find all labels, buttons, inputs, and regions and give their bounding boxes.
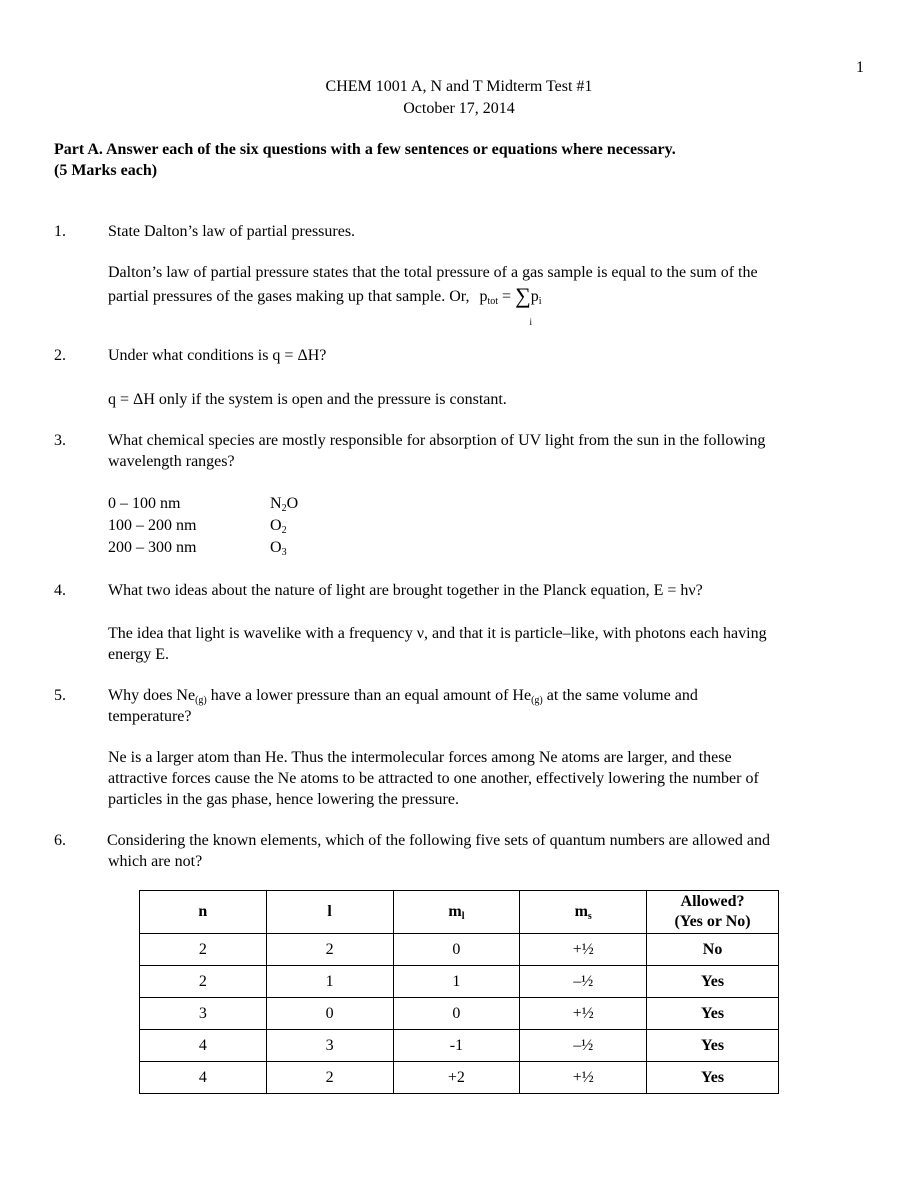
cell-l: 0 [266, 998, 393, 1030]
question-number: 3. [54, 432, 66, 449]
question-number: 1. [54, 223, 66, 240]
cell-ms: +½ [520, 1062, 647, 1094]
question-number: 4. [54, 582, 66, 599]
cell-l: 1 [266, 966, 393, 998]
cell-n: 2 [140, 966, 267, 998]
cell-l: 3 [266, 1030, 393, 1062]
species: $N_2O$ [270, 495, 299, 514]
eq-tot-sub: tot [487, 296, 499, 307]
header-n: n [140, 891, 267, 934]
wavelength-range: 0 – 100 nm [108, 495, 181, 512]
answer-5-line-3: particles in the gas phase, hence lowering the pressure. [108, 791, 459, 808]
question-number: 5. [54, 687, 66, 704]
table-row [140, 966, 779, 998]
cell-l: 2 [266, 1062, 393, 1094]
cell-n: 4 [140, 1030, 267, 1062]
answer-4-line-1: The idea that light is wavelike with a frequency ν, and that it is particle–like, with photons each having [108, 625, 767, 642]
answer-4-line-2: energy E. [108, 646, 170, 663]
answer-5-line-1: Ne is a larger atom than He. Thus the intermolecular forces among Ne atoms are larger, and these [108, 749, 732, 766]
cell-allowed: No [647, 934, 779, 966]
eq-p: p [479, 288, 488, 305]
wavelength-row [108, 493, 298, 514]
question-2-text: Under what conditions is q = ΔH? [108, 347, 327, 364]
answer-1-line-1: Dalton’s law of partial pressure states that the total pressure of a gas sample is equal to the sum of the [108, 264, 758, 281]
table-row [140, 1030, 779, 1062]
question-5-line-2: temperature? [108, 708, 192, 725]
document-header [0, 76, 918, 120]
species: $O_2$ [270, 517, 287, 536]
sum-symbol: ∑ [515, 283, 531, 308]
exam-date: October 17, 2014 [403, 100, 515, 117]
cell-n: 3 [140, 998, 267, 1030]
wavelength-range: 100 – 200 nm [108, 517, 197, 534]
answer-1-line-2 [108, 283, 542, 327]
quantum-numbers-table [139, 890, 779, 1094]
cell-n: 2 [140, 934, 267, 966]
cell-allowed: Yes [647, 998, 779, 1030]
question-5-line-1: Why does $Ne_{(g)}$ have a lower pressure than an equal amount of $He_{(g)}$ at the same volume and [108, 687, 698, 706]
eq-p-i: p [530, 288, 539, 305]
header-l: l [266, 891, 393, 934]
cell-ml: 1 [393, 966, 520, 998]
question-3-line-2: wavelength ranges? [108, 453, 235, 470]
part-a-marks: (5 Marks each) [54, 162, 158, 179]
wavelength-row [108, 515, 287, 536]
cell-l: 2 [266, 934, 393, 966]
table-row [140, 1062, 779, 1094]
cell-n: 4 [140, 1062, 267, 1094]
table-row [140, 934, 779, 966]
cell-ml: 0 [393, 998, 520, 1030]
eq-i-sub: i [538, 296, 542, 307]
question-3-line-1: What chemical species are mostly responsible for absorption of UV light from the sun in the following [108, 432, 766, 449]
question-6-line-1: Considering the known elements, which of the following five sets of quantum numbers are allowed and [107, 832, 770, 849]
question-number: 2. [54, 347, 66, 364]
cell-allowed: Yes [647, 966, 779, 998]
question-6-line-2: which are not? [108, 853, 203, 870]
eq-equals: = [502, 288, 512, 305]
cell-ml: 0 [393, 934, 520, 966]
answer-2: q = ΔH only if the system is open and the pressure is constant. [108, 391, 507, 408]
page-number: 1 [856, 59, 864, 76]
header-ms: $m_s$ [520, 891, 647, 934]
cell-ms: +½ [520, 934, 647, 966]
answer-5-line-2: attractive forces cause the Ne atoms to be attracted to one another, effectively lowering the number of [108, 770, 759, 787]
cell-allowed: Yes [647, 1030, 779, 1062]
sum-index: i [529, 317, 532, 327]
cell-ms: –½ [520, 1030, 647, 1062]
cell-ml: -1 [393, 1030, 520, 1062]
cell-ml: +2 [393, 1062, 520, 1094]
exam-title: CHEM 1001 A, N and T Midterm Test #1 [325, 78, 593, 95]
cell-allowed: Yes [647, 1062, 779, 1094]
question-number: 6. [54, 832, 66, 849]
cell-ms: +½ [520, 998, 647, 1030]
part-a-text: Part A. Answer each of the six questions with a few sentences or equations where necessary. [54, 141, 676, 158]
wavelength-range: 200 – 300 nm [108, 539, 197, 556]
part-a-instruction [54, 139, 676, 181]
question-1-text: State Dalton’s law of partial pressures. [108, 223, 356, 240]
species: $O_3$ [270, 539, 287, 558]
header-ml: $m_l$ [393, 891, 520, 934]
question-4-text: What two ideas about the nature of light are brought together in the Planck equation, E = hν? [108, 582, 703, 599]
header-allowed: Allowed? (Yes or No) [647, 891, 779, 934]
table-header-row [140, 891, 779, 934]
table-row [140, 998, 779, 1030]
wavelength-row [108, 537, 287, 558]
dalton-equation [479, 283, 542, 327]
answer-1-text: partial pressures of the gases making up that sample. Or, [108, 288, 470, 305]
cell-ms: –½ [520, 966, 647, 998]
